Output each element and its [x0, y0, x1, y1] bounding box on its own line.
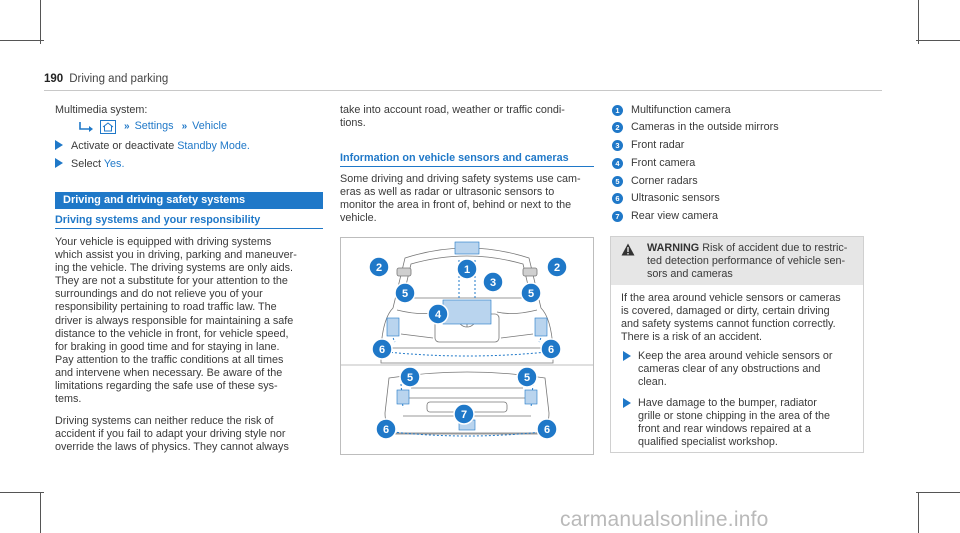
header-rule — [44, 90, 882, 91]
callout-7 — [454, 404, 474, 424]
svg-text:6: 6 — [378, 344, 386, 356]
svg-text:1: 1 — [463, 264, 471, 276]
step-arrow-icon — [623, 398, 631, 408]
step-arrow-icon — [55, 158, 63, 168]
double-chevron-icon: » — [124, 121, 130, 133]
legend-item: 4 Front camera — [612, 156, 695, 170]
standby-mode-link[interactable]: Standby Mode. — [177, 140, 250, 152]
legend-item: 7 Rear view camera — [612, 209, 718, 223]
step-arrow-icon — [55, 140, 63, 150]
body-limitations: Driving systems can neither reduce the risk of accident if you fail to adapt your driving style nor override the laws of physics. They cannot always — [55, 415, 289, 454]
body-sensors: Some driving and driving safety systems use cam- eras as well as radar or ultrasonic sensors to monitor the area in front of, behind or next to the vehicle. — [340, 173, 581, 225]
svg-text:5: 5 — [406, 372, 414, 384]
section-title: Driving and parking — [69, 73, 169, 85]
section-heading: Driving and driving safety systems — [55, 192, 323, 209]
page-number: 190 — [44, 73, 64, 85]
warning-word: WARNING — [647, 242, 700, 254]
callout-5 — [400, 367, 420, 387]
callout-5 — [517, 367, 537, 387]
step-standby: Activate or deactivate Standby Mode. — [55, 140, 250, 152]
callout-6 — [372, 339, 392, 359]
crop-mark — [916, 40, 960, 41]
svg-text:5: 5 — [527, 288, 535, 300]
double-chevron-icon: » — [181, 121, 188, 133]
svg-text:6: 6 — [547, 344, 555, 356]
callout-4 — [428, 304, 448, 324]
legend-item: 3 Front radar — [612, 138, 684, 152]
callout-3 — [483, 272, 503, 292]
callout-6 — [541, 339, 561, 359]
svg-text:3: 3 — [489, 277, 497, 289]
svg-text:5: 5 — [523, 372, 531, 384]
subheading-sensors: Information on vehicle sensors and cameras — [340, 152, 594, 167]
callout-2 — [369, 257, 389, 277]
callout-6 — [376, 419, 396, 439]
callout-1 — [457, 259, 477, 279]
yes-link[interactable]: Yes. — [103, 158, 125, 170]
vehicle-sensor-figure — [340, 237, 594, 455]
svg-text:2: 2 — [553, 262, 561, 274]
svg-text:2: 2 — [375, 262, 383, 274]
step-select-yes: Select Yes. — [55, 158, 124, 170]
watermark: carmanualsonline.info — [560, 508, 769, 531]
crop-mark — [0, 40, 44, 41]
legend-item: 5 Corner radars — [612, 174, 698, 188]
warning-body: If the area around vehicle sensors or cameras is covered, damaged or dirty, certain driving and safety systems cannot function correctly. There is a risk of an accident. — [621, 292, 841, 344]
warning-box — [610, 236, 864, 453]
legend-item: 6 Ultrasonic sensors — [612, 191, 720, 205]
crop-mark — [0, 492, 44, 493]
settings-link[interactable]: Settings — [134, 120, 174, 133]
warning-triangle-icon — [621, 243, 635, 256]
menu-path — [78, 120, 227, 134]
crop-mark — [918, 492, 919, 533]
legend-item: 2 Cameras in the outside mirrors — [612, 120, 779, 134]
crop-mark — [40, 492, 41, 533]
crop-mark — [918, 0, 919, 44]
crop-mark — [40, 0, 41, 44]
path-arrow-icon — [78, 121, 94, 133]
callout-5 — [395, 283, 415, 303]
subheading-responsibility: Driving systems and your responsibility — [55, 214, 323, 229]
running-header — [44, 73, 168, 85]
body-continued: take into account road, weather or traffic condi- tions. — [340, 104, 565, 130]
callout-6 — [537, 419, 557, 439]
path-label: Multimedia system: — [55, 104, 148, 116]
warning-title: WARNING Risk of accident due to restric- ted detection performance of vehicle sen- sors and cameras — [647, 242, 848, 281]
svg-text:5: 5 — [401, 288, 409, 300]
svg-text:4: 4 — [434, 309, 442, 321]
vehicle-link[interactable]: Vehicle — [192, 120, 227, 133]
warning-step-repair: Have damage to the bumper, radiator grille or stone chipping in the area of the front and rear windows repaired at a qualified specialist workshop. — [638, 397, 831, 449]
home-icon[interactable] — [100, 120, 116, 134]
svg-text:7: 7 — [460, 409, 468, 421]
step-arrow-icon — [623, 351, 631, 361]
legend-item: 1 Multifunction camera — [612, 103, 731, 117]
svg-text:6: 6 — [543, 424, 551, 436]
callout-5 — [521, 283, 541, 303]
vehicle-illustration — [341, 238, 593, 454]
svg-text:6: 6 — [382, 424, 390, 436]
body-responsibility: Your vehicle is equipped with driving systems which assist you in driving, parking and maneuver- ing the vehicle. The driving systems are only aids. They are not a substitute for your attention to the surroundings and do not relieve you of your responsibility pertaining to road traffic law. The driver is always responsible for maintaining a safe distance to the vehicle in front, for vehicle speed, for braking in good time and for staying in lane. Pay attention to the traffic conditions at all times and intervene when necessary. Be aware of the limitations regarding the safe use of these sys- tems. — [55, 236, 297, 406]
warning-step-keep-clean: Keep the area around vehicle sensors or cameras clear of any obstructions and clean. — [638, 350, 833, 389]
callout-2 — [547, 257, 567, 277]
crop-mark — [916, 492, 960, 493]
